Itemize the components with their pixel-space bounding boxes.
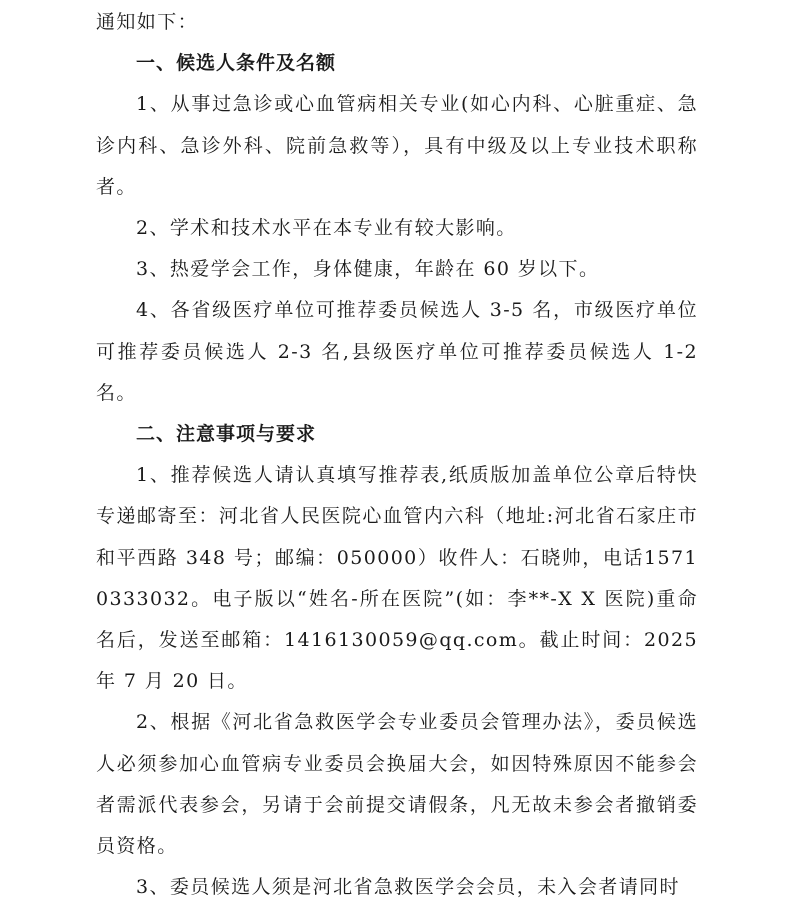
condition-item-2: 2、学术和技术水平在本专业有较大影响。 [136,217,517,240]
condition-item-1: 1、从事过急诊或心血管病相关专业(如心内科、心脏重症、急诊内科、急诊外科、院前急救等），具有中级及以上专业技术职称者。 [96,93,698,198]
requirement-item-3: 3、委员候选人须是河北省急救医学会会员，未入会者请同时 [136,876,680,899]
condition-item-4: 4、各省级医疗单位可推荐委员候选人 3-5 名，市级医疗单位可推荐委员候选人 2-3 名,县级医疗单位可推荐委员候选人 1-2 名。 [96,299,698,404]
condition-item-3: 3、热爱学会工作，身体健康，年龄在 60 岁以下。 [136,258,600,281]
opening-line: 通知如下： [96,11,199,33]
section-heading-candidate-conditions: 一、候选人条件及名额 [136,52,337,75]
notice-document [96,2,698,908]
requirement-item-2: 2、根据《河北省急救医学会专业委员会管理办法》，委员候选人必须参加心血管病专业委员会换届大会，如因特殊原因不能参会者需派代表参会，另请于会前提交请假条，凡无故未参会者撤销委员资格。 [96,711,698,858]
section-heading-notes-requirements: 二、注意事项与要求 [136,423,317,446]
requirement-item-1: 1、推荐候选人请认真填写推荐表,纸质版加盖单位公章后特快专递邮寄至：河北省人民医院心血管内六科（地址:河北省石家庄市和平西路 348 号；邮编：050000）收件人：石晓帅，电话15710333032。电子版以“姓名-所在医院”(如：李**-X X 医院)重命名后，发送至邮箱：1416130059@qq.com。截止时间：2025年 7 月 20 日。 [96,464,698,693]
